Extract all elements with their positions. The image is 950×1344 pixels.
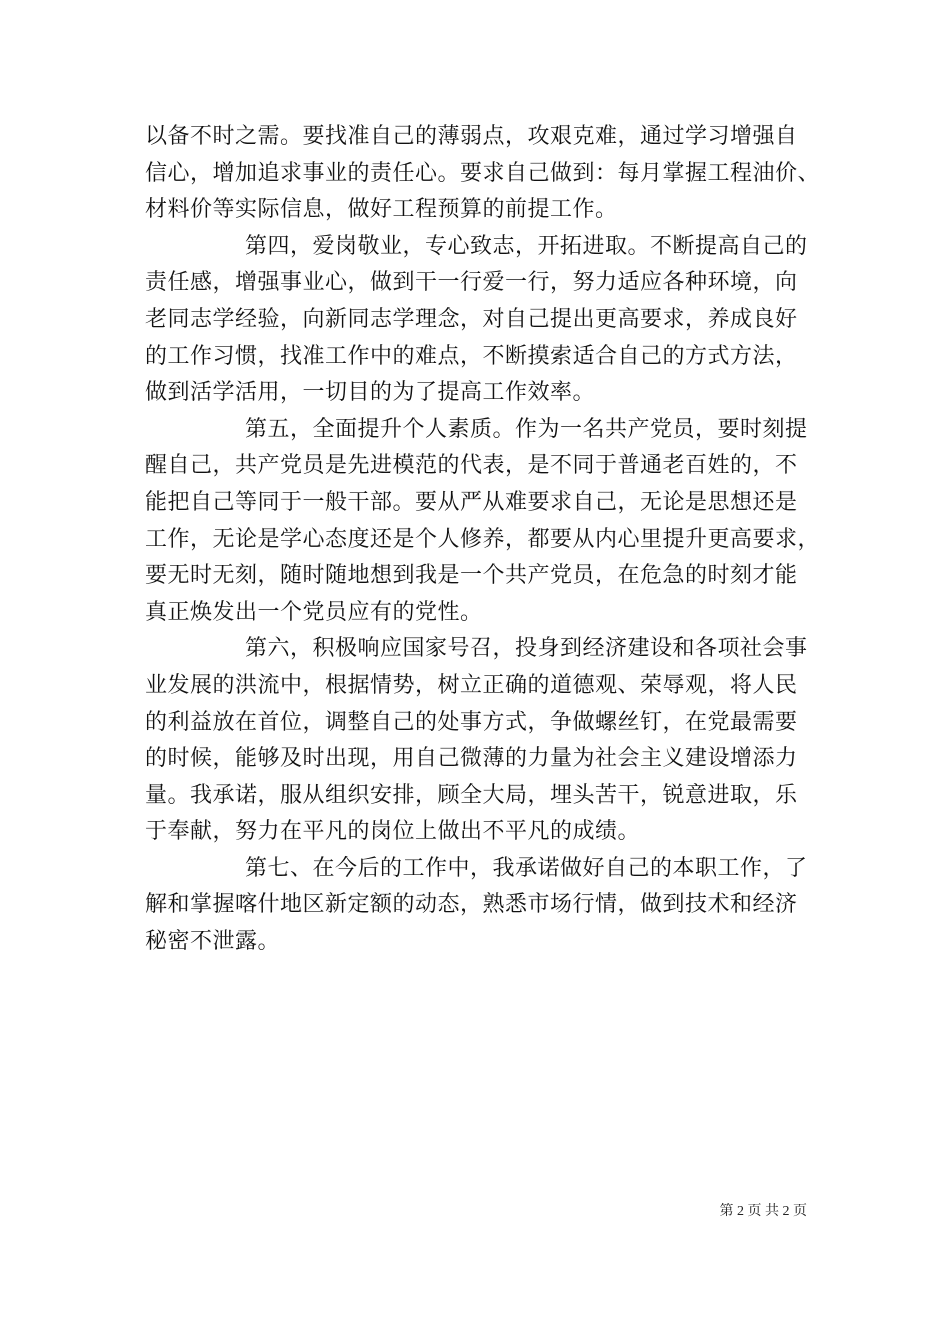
text-line: 材料价等实际信息，做好工程预算的前提工作。 bbox=[145, 197, 618, 223]
paragraph-start-line: 第七、在今后的工作中，我承诺做好自己的本职工作，了 bbox=[245, 855, 808, 881]
paragraph-start-line: 第六，积极响应国家号召，投身到经济建设和各项社会事 bbox=[245, 636, 808, 662]
text-line: 的利益放在首位，调整自己的处事方式，争做螺丝钉，在党最需要 bbox=[145, 709, 798, 735]
text-line: 以备不时之需。要找准自己的薄弱点，攻艰克难，通过学习增强自 bbox=[145, 124, 798, 149]
text-line: 工作，无论是学心态度还是个人修养，都要从内心里提升更高要求， bbox=[145, 526, 821, 552]
text-line: 醒自己，共产党员是先进模范的代表，是不同于普通老百姓的，不 bbox=[145, 453, 798, 479]
page-number-footer bbox=[720, 1200, 808, 1220]
text-line: 秘密不泄露。 bbox=[145, 929, 281, 955]
text-line: 责任感，增强事业心，做到干一行爱一行，努力适应各种环境，向 bbox=[145, 270, 798, 296]
text-line: 要无时无刻，随时随地想到我是一个共产党员，在危急的时刻才能 bbox=[145, 563, 798, 589]
page-number-label: 第 2 页 共 2 页 bbox=[719, 1204, 807, 1219]
text-line: 老同志学经验，向新同志学理念，对自己提出更高要求，养成良好 bbox=[145, 306, 798, 332]
text-line: 的工作习惯，找准工作中的难点，不断摸索适合自己的方式方法， bbox=[145, 343, 798, 369]
text-line: 业发展的洪流中，根据情势，树立正确的道德观、荣辱观，将人民 bbox=[145, 672, 798, 698]
paragraph-start-line: 第四，爱岗敬业，专心致志，开拓进取。不断提高自己的 bbox=[245, 233, 808, 259]
document-body bbox=[145, 119, 821, 961]
text-line: 量。我承诺，服从组织安排，顾全大局，埋头苦干，锐意进取，乐 bbox=[145, 782, 798, 808]
text-line: 做到活学活用，一切目的为了提高工作效率。 bbox=[145, 380, 596, 406]
text-line: 的时候，能够及时出现，用自己微薄的力量为社会主义建设增添力 bbox=[145, 746, 798, 772]
text-line: 信心，增加追求事业的责任心。要求自己做到：每月掌握工程油价、 bbox=[145, 160, 821, 186]
text-line: 于奉献，努力在平凡的岗位上做出不平凡的成绩。 bbox=[145, 819, 641, 845]
text-line: 真正焕发出一个党员应有的党性。 bbox=[145, 599, 483, 625]
text-line: 解和掌握喀什地区新定额的动态，熟悉市场行情，做到技术和经济 bbox=[145, 892, 798, 918]
paragraph-start-line: 第五，全面提升个人素质。作为一名共产党员，要时刻提 bbox=[245, 416, 808, 442]
text-line: 能把自己等同于一般干部。要从严从难要求自己，无论是思想还是 bbox=[145, 489, 798, 515]
